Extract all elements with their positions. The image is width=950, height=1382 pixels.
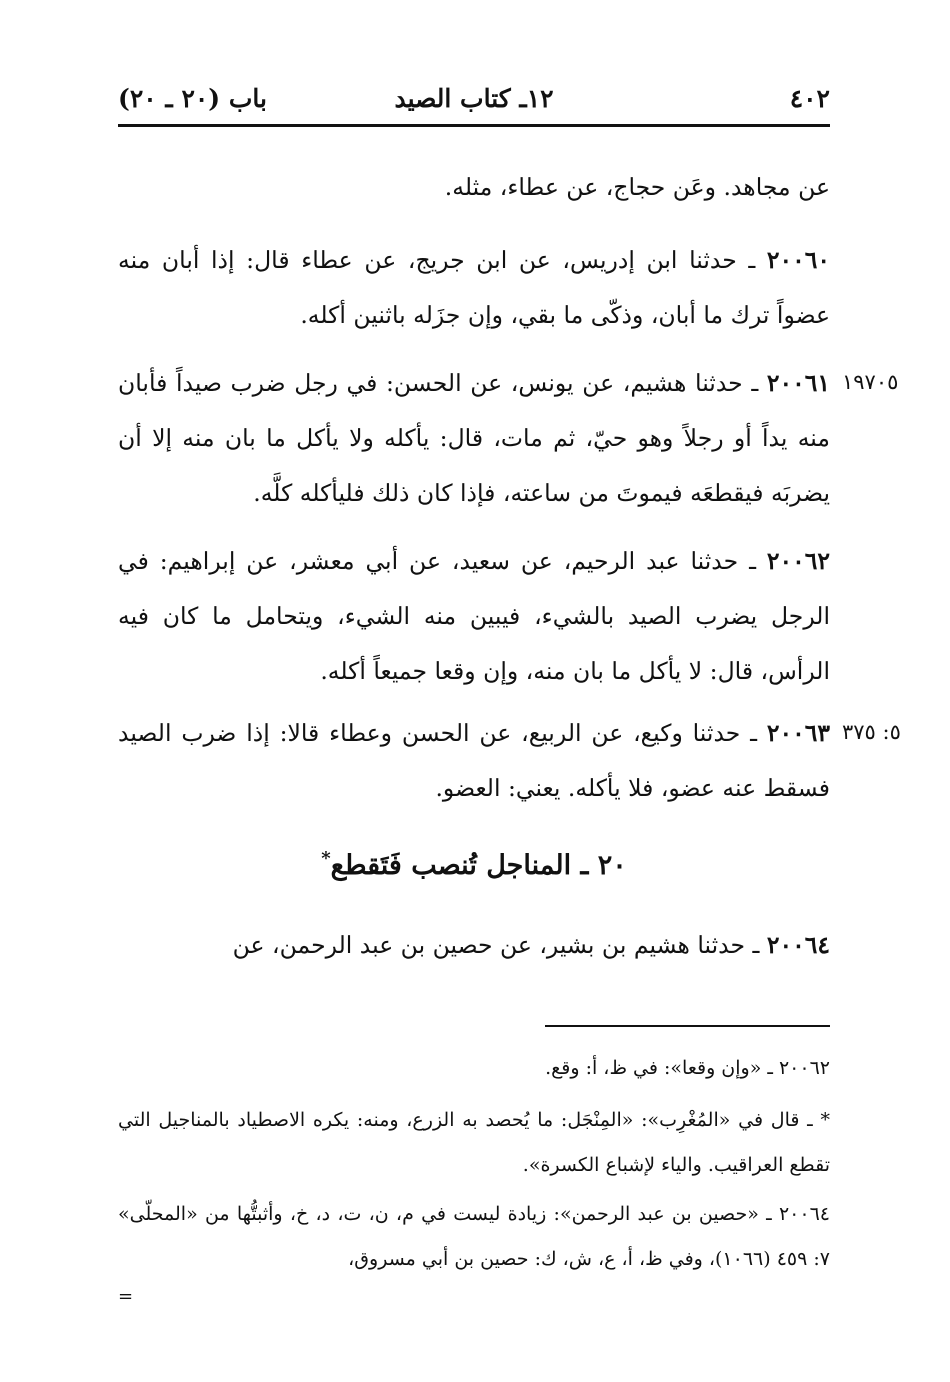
hadith-number: ٢٠٠٦٣ <box>766 719 830 747</box>
page-number: ٤٠٢ <box>789 84 830 113</box>
hadith-text: ـ حدثنا هشيم، عن يونس، عن الحسن: في رجل ضرب صيداً فأبان منه يداً أو رجلاً وهو حيّ، ثم مات، قال: يأكله ولا يأكل ما بان منه إلا أن يضربَه فيقطعَه فيموتَ من ساعته، فإذا كان ذلك فليأكله كلَّه. <box>118 369 830 507</box>
hadith-number: ٢٠٠٦٠ <box>766 246 830 274</box>
continued-marker: = <box>118 1286 134 1307</box>
book-title: ١٢ـ كتاب الصيد <box>394 84 554 113</box>
footnote-star: * ـ قال في «المُغْرِب»: «المِنْجَل: ما يُحصد به الزرع، ومنه: يكره الاصطياد بالمناجيل التي تقطع العراقيب. والياء لإشباع الكسرة». <box>118 1109 830 1176</box>
hadith-20062 <box>118 534 830 699</box>
hadith-text: ـ حدثنا هشيم بن بشير، عن حصين بن عبد الرحمن، عن <box>232 931 767 959</box>
paragraph-continuation <box>118 160 830 215</box>
hadith-text: ـ حدثنا ابن إدريس، عن ابن جريج، عن عطاء قال: إذا أبان منه عضواً ترك ما أبان، وذكّى ما بقي، وإن جزَله باثنين أكله. <box>118 246 830 329</box>
hadith-20060 <box>118 233 830 343</box>
paragraph-text: عن مجاهد. وعَن حجاج، عن عطاء، مثله. <box>444 173 830 201</box>
header-rule <box>118 124 830 127</box>
running-header <box>118 84 830 124</box>
footnote-20064: ٢٠٠٦٤ ـ «حصين بن عبد الرحمن»: زيادة ليست في م، ن، ت، د، خ، وأثبتُّها من «المحلّى» ٧: ٤٥٩ (١٠٦٦)، وفي ظ، أ، ع، ش، ك: حصين بن أبي مسروق، <box>118 1203 830 1270</box>
chapter-title: باب (٢٠ ـ ٢٠) <box>118 84 267 113</box>
hadith-number: ٢٠٠٦١ <box>766 369 830 397</box>
footnote-separator <box>545 1025 830 1027</box>
hadith-number: ٢٠٠٦٤ <box>766 931 830 959</box>
section-title-text: ٢٠ ـ المناجل تُنصب فَتَقطع <box>330 850 627 881</box>
hadith-20064 <box>118 918 830 973</box>
footnote-20062: ٢٠٠٦٢ ـ «وإن وقعا»: في ظ، أ: وقع. <box>545 1057 830 1079</box>
hadith-text: ـ حدثنا وكيع، عن الربيع، عن الحسن وعطاء قالا: إذا ضرب الصيد فسقط عنه عضو، فلا يأكله. يعني: العضو. <box>118 719 830 802</box>
margin-reference: ١٩٧٠٥ <box>842 370 899 394</box>
margin-reference: ٥: ٣٧٥ <box>842 720 901 744</box>
footnote-marker: * <box>321 848 331 869</box>
hadith-20061 <box>118 356 830 521</box>
hadith-number: ٢٠٠٦٢ <box>766 547 830 575</box>
section-title <box>118 848 830 881</box>
hadith-20063 <box>118 706 830 816</box>
hadith-text: ـ حدثنا عبد الرحيم، عن سعيد، عن أبي معشر، عن إبراهيم: في الرجل يضرب الصيد بالشيء، فيبين منه الشيء، ويتحامل ما كان فيه الرأس، قال: لا يأكل ما بان منه، وإن وقعا جميعاً أكله. <box>118 547 830 685</box>
